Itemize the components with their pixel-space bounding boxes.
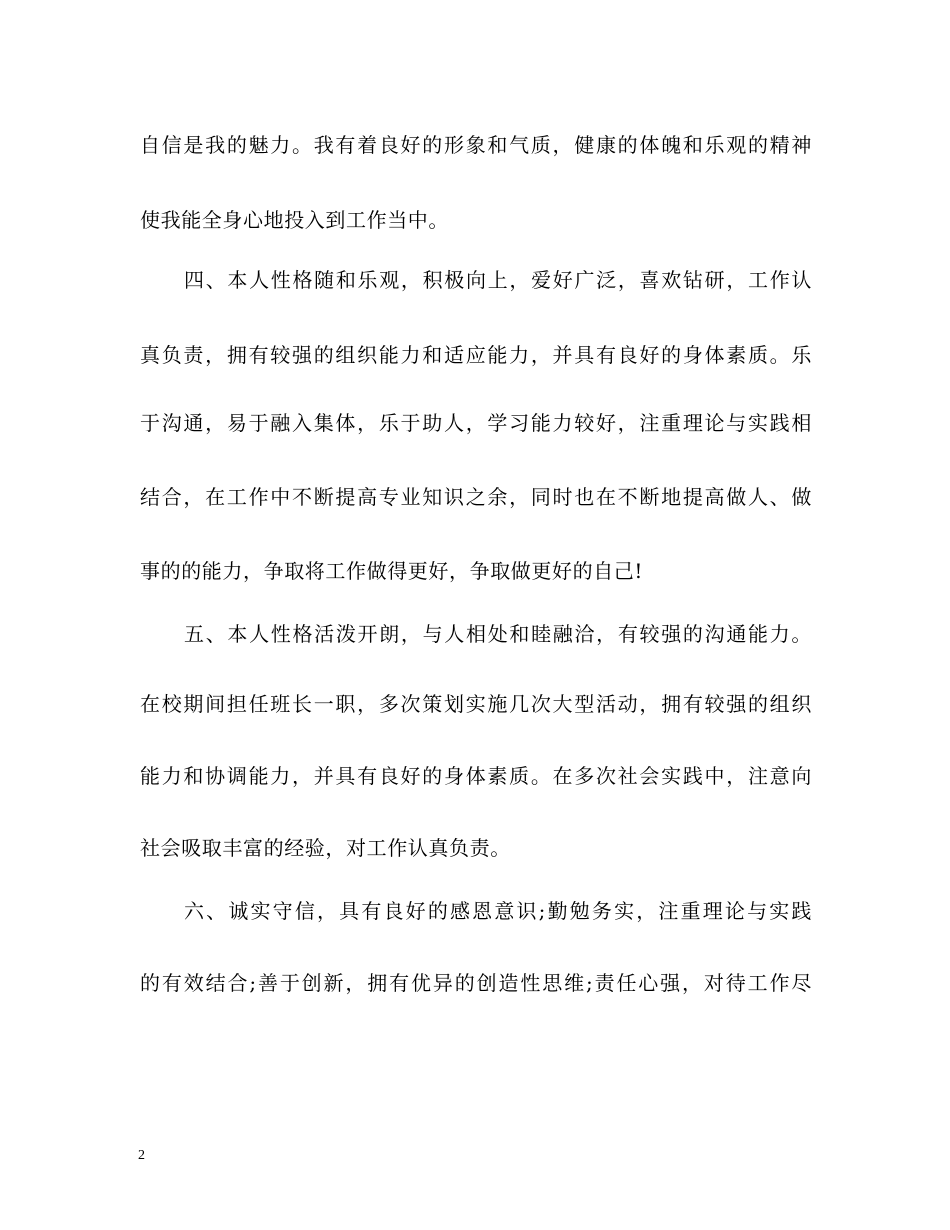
text-line: 使我能全身心地投入到工作当中。 [140, 208, 449, 232]
text-line: 在校期间担任班长一职，多次策划实施几次大型活动，拥有较强的组织 [140, 692, 812, 716]
text-line: 自信是我的魅力。我有着良好的形象和气质，健康的体魄和乐观的精神 [140, 133, 812, 157]
text-line: 能力和协调能力，并具有良好的身体素质。在多次社会实践中，注意向 [140, 764, 812, 788]
text-line: 的有效结合;善于创新，拥有优异的创造性思维;责任心强，对待工作尽 [140, 971, 812, 995]
text-line: 真负责，拥有较强的组织能力和适应能力，并具有良好的身体素质。乐 [140, 343, 812, 367]
text-line: 社会吸取丰富的经验，对工作认真负责。 [140, 836, 511, 860]
text-line: 结合，在工作中不断提高专业知识之余，同时也在不断地提高做人、做 [140, 485, 812, 509]
text-line: 事的的能力，争取将工作做得更好，争取做更好的自己! [140, 559, 644, 583]
paragraph-start-line: 五、本人性格活泼开朗，与人相处和睦融洽，有较强的沟通能力。 [184, 622, 812, 646]
text-line: 于沟通，易于融入集体，乐于助人，学习能力较好，注重理论与实践相 [140, 411, 812, 435]
paragraph-start-line: 四、本人性格随和乐观，积极向上，爱好广泛，喜欢钻研，工作认 [184, 268, 812, 292]
page-number: 2 [138, 1148, 145, 1163]
paragraph-start-line: 六、诚实守信，具有良好的感恩意识;勤勉务实，注重理论与实践 [184, 899, 812, 923]
